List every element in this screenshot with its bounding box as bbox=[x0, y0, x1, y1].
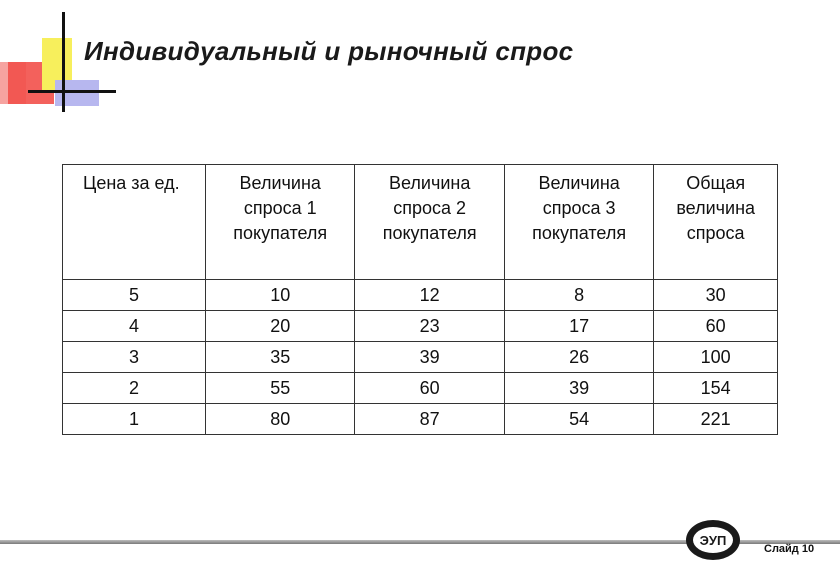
decorative-vertical-line bbox=[62, 12, 65, 112]
cell-buyer-3: 39 bbox=[504, 373, 653, 404]
cell-buyer-2: 39 bbox=[355, 342, 504, 373]
table-row bbox=[63, 311, 778, 342]
header-buyer-2: Величина спроса 2 покупателя bbox=[355, 165, 504, 280]
cell-buyer-3: 26 bbox=[504, 342, 653, 373]
table-row bbox=[63, 373, 778, 404]
header-price: Цена за ед. bbox=[63, 165, 206, 280]
cell-buyer-1: 80 bbox=[206, 404, 355, 435]
logo-text: ЭУП bbox=[699, 533, 727, 548]
slide-title: Индивидуальный и рыночный спрос bbox=[84, 36, 574, 66]
department-logo bbox=[684, 518, 742, 562]
cell-price: 5 bbox=[63, 280, 206, 311]
header-total: Общая величина спроса bbox=[654, 165, 778, 280]
cell-buyer-1: 55 bbox=[206, 373, 355, 404]
slide-number: Слайд 10 bbox=[764, 543, 815, 555]
demand-table bbox=[62, 164, 778, 435]
cell-total: 30 bbox=[654, 280, 778, 311]
cell-total: 154 bbox=[654, 373, 778, 404]
header-buyer-3: Величина спроса 3 покупателя bbox=[504, 165, 653, 280]
cell-total: 60 bbox=[654, 311, 778, 342]
cell-price: 3 bbox=[63, 342, 206, 373]
cell-buyer-2: 23 bbox=[355, 311, 504, 342]
cell-buyer-3: 54 bbox=[504, 404, 653, 435]
table-row bbox=[63, 404, 778, 435]
cell-price: 4 bbox=[63, 311, 206, 342]
decorative-horizontal-line bbox=[28, 90, 116, 93]
cell-buyer-1: 20 bbox=[206, 311, 355, 342]
cell-total: 100 bbox=[654, 342, 778, 373]
cell-buyer-2: 12 bbox=[355, 280, 504, 311]
table-row bbox=[63, 342, 778, 373]
cell-buyer-3: 17 bbox=[504, 311, 653, 342]
cell-buyer-2: 60 bbox=[355, 373, 504, 404]
cell-buyer-2: 87 bbox=[355, 404, 504, 435]
header-buyer-1: Величина спроса 1 покупателя bbox=[206, 165, 355, 280]
cell-buyer-1: 10 bbox=[206, 280, 355, 311]
cell-buyer-3: 8 bbox=[504, 280, 653, 311]
table-row bbox=[63, 280, 778, 311]
table-header-row bbox=[63, 165, 778, 280]
cell-price: 1 bbox=[63, 404, 206, 435]
cell-price: 2 bbox=[63, 373, 206, 404]
cell-buyer-1: 35 bbox=[206, 342, 355, 373]
cell-total: 221 bbox=[654, 404, 778, 435]
